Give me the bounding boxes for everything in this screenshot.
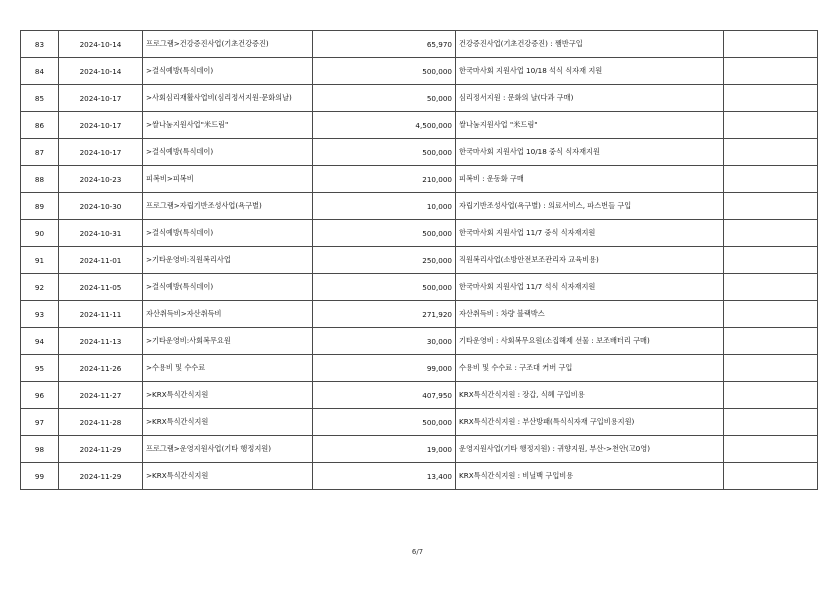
- row-note: [724, 193, 818, 220]
- row-number: 88: [21, 166, 59, 193]
- row-category: >KRX특식간식지원: [143, 409, 313, 436]
- row-description: 한국마사회 지원사업 11/7 중식 식자재지원: [456, 220, 724, 247]
- row-number: 90: [21, 220, 59, 247]
- table-row: [21, 220, 818, 247]
- row-number: 91: [21, 247, 59, 274]
- row-category: 피복비>피복비: [143, 166, 313, 193]
- row-amount: 407,950: [313, 382, 456, 409]
- table-row: [21, 436, 818, 463]
- row-date: 2024-11-26: [59, 355, 143, 382]
- row-category: >사회심리재활사업비(심리정서지원·문화의날): [143, 85, 313, 112]
- row-date: 2024-11-01: [59, 247, 143, 274]
- row-category: >KRX특식간식지원: [143, 463, 313, 490]
- row-description: 자립기반조성사업(욕구별) : 의료서비스, 파스번들 구입: [456, 193, 724, 220]
- row-amount: 210,000: [313, 166, 456, 193]
- row-date: 2024-11-11: [59, 301, 143, 328]
- row-note: [724, 85, 818, 112]
- row-note: [724, 463, 818, 490]
- row-note: [724, 31, 818, 58]
- row-amount: 19,000: [313, 436, 456, 463]
- row-number: 99: [21, 463, 59, 490]
- row-date: 2024-10-17: [59, 112, 143, 139]
- table-row: [21, 355, 818, 382]
- row-amount: 250,000: [313, 247, 456, 274]
- row-amount: 500,000: [313, 409, 456, 436]
- expense-ledger-table: [20, 30, 818, 490]
- row-category: >KRX특식간식지원: [143, 382, 313, 409]
- row-number: 85: [21, 85, 59, 112]
- row-amount: 500,000: [313, 58, 456, 85]
- row-amount: 4,500,000: [313, 112, 456, 139]
- row-date: 2024-11-27: [59, 382, 143, 409]
- row-date: 2024-10-30: [59, 193, 143, 220]
- row-date: 2024-10-17: [59, 139, 143, 166]
- row-note: [724, 409, 818, 436]
- row-date: 2024-11-28: [59, 409, 143, 436]
- row-category: 프로그램>자립기반조성사업(욕구별): [143, 193, 313, 220]
- table-row: [21, 409, 818, 436]
- table-row: [21, 301, 818, 328]
- row-description: 기타운영비 : 사회복무요원(소집해제 선물 : 보조배터리 구매): [456, 328, 724, 355]
- row-description: 건강증진사업(기초건강증진) : 쨈반구입: [456, 31, 724, 58]
- row-number: 87: [21, 139, 59, 166]
- row-note: [724, 247, 818, 274]
- row-category: 프로그램>운영지원사업(기타 행정지원): [143, 436, 313, 463]
- row-note: [724, 58, 818, 85]
- table-row: [21, 193, 818, 220]
- row-note: [724, 220, 818, 247]
- row-category: 자산취득비>자산취득비: [143, 301, 313, 328]
- page-number: 6/7: [411, 548, 424, 556]
- row-description: 한국마사회 지원사업 10/18 중식 식자재지원: [456, 139, 724, 166]
- row-category: >수용비 및 수수료: [143, 355, 313, 382]
- row-date: 2024-10-31: [59, 220, 143, 247]
- row-amount: 500,000: [313, 274, 456, 301]
- row-number: 89: [21, 193, 59, 220]
- table-row: [21, 247, 818, 274]
- row-date: 2024-11-13: [59, 328, 143, 355]
- row-number: 95: [21, 355, 59, 382]
- row-amount: 10,000: [313, 193, 456, 220]
- row-description: 한국마사회 지원사업 10/18 석식 식자재 지원: [456, 58, 724, 85]
- row-description: 심리정서지원 : 문화의 날(다과 구매): [456, 85, 724, 112]
- row-amount: 65,970: [313, 31, 456, 58]
- row-amount: 30,000: [313, 328, 456, 355]
- row-note: [724, 436, 818, 463]
- row-date: 2024-11-05: [59, 274, 143, 301]
- row-number: 94: [21, 328, 59, 355]
- row-description: 수용비 및 수수료 : 구조대 커버 구입: [456, 355, 724, 382]
- row-category: >쌀나눔지원사업"米드림": [143, 112, 313, 139]
- row-amount: 99,000: [313, 355, 456, 382]
- table-row: [21, 166, 818, 193]
- row-number: 84: [21, 58, 59, 85]
- row-amount: 271,920: [313, 301, 456, 328]
- row-description: 쌀나눔지원사업 "米드림": [456, 112, 724, 139]
- row-description: 피복비 : 운동화 구매: [456, 166, 724, 193]
- row-note: [724, 166, 818, 193]
- row-category: >기타운영비:사회복무요원: [143, 328, 313, 355]
- row-number: 93: [21, 301, 59, 328]
- row-note: [724, 355, 818, 382]
- row-number: 83: [21, 31, 59, 58]
- table-row: [21, 58, 818, 85]
- row-description: 직원복리사업(소방안전보조관리자 교육비용): [456, 247, 724, 274]
- row-note: [724, 328, 818, 355]
- row-category: >기타운영비:직원복리사업: [143, 247, 313, 274]
- row-amount: 13,400: [313, 463, 456, 490]
- row-category: 프로그램>건강증진사업(기초건강증진): [143, 31, 313, 58]
- row-description: KRX특식간식지원 : 장갑, 식혜 구입비용: [456, 382, 724, 409]
- row-note: [724, 274, 818, 301]
- row-date: 2024-10-14: [59, 31, 143, 58]
- table-row: [21, 31, 818, 58]
- row-date: 2024-10-14: [59, 58, 143, 85]
- row-description: 한국마사회 지원사업 11/7 석식 식자재지원: [456, 274, 724, 301]
- table-row: [21, 85, 818, 112]
- row-note: [724, 382, 818, 409]
- row-description: KRX특식간식지원 : 부산방패(특식식자재 구입비용지원): [456, 409, 724, 436]
- table-row: [21, 139, 818, 166]
- row-note: [724, 112, 818, 139]
- row-category: >결식예방(특식데이): [143, 139, 313, 166]
- row-amount: 500,000: [313, 220, 456, 247]
- row-number: 92: [21, 274, 59, 301]
- table-row: [21, 274, 818, 301]
- row-number: 97: [21, 409, 59, 436]
- row-category: >결식예방(특식데이): [143, 220, 313, 247]
- row-note: [724, 139, 818, 166]
- row-date: 2024-10-17: [59, 85, 143, 112]
- row-description: 운영지원사업(기타 행정지원) : 귀향지원, 부산->천안(고0영): [456, 436, 724, 463]
- row-number: 98: [21, 436, 59, 463]
- table-row: [21, 463, 818, 490]
- row-date: 2024-10-23: [59, 166, 143, 193]
- row-amount: 500,000: [313, 139, 456, 166]
- row-description: 자산취득비 : 차량 블랙박스: [456, 301, 724, 328]
- row-description: KRX특식간식지원 : 비닐백 구입비용: [456, 463, 724, 490]
- row-category: >결식예방(특식데이): [143, 274, 313, 301]
- row-date: 2024-11-29: [59, 436, 143, 463]
- ledger-body: [21, 31, 818, 490]
- row-category: >결식예방(특식데이): [143, 58, 313, 85]
- row-note: [724, 301, 818, 328]
- table-row: [21, 112, 818, 139]
- table-row: [21, 328, 818, 355]
- row-number: 96: [21, 382, 59, 409]
- row-number: 86: [21, 112, 59, 139]
- row-date: 2024-11-29: [59, 463, 143, 490]
- table-row: [21, 382, 818, 409]
- row-amount: 50,000: [313, 85, 456, 112]
